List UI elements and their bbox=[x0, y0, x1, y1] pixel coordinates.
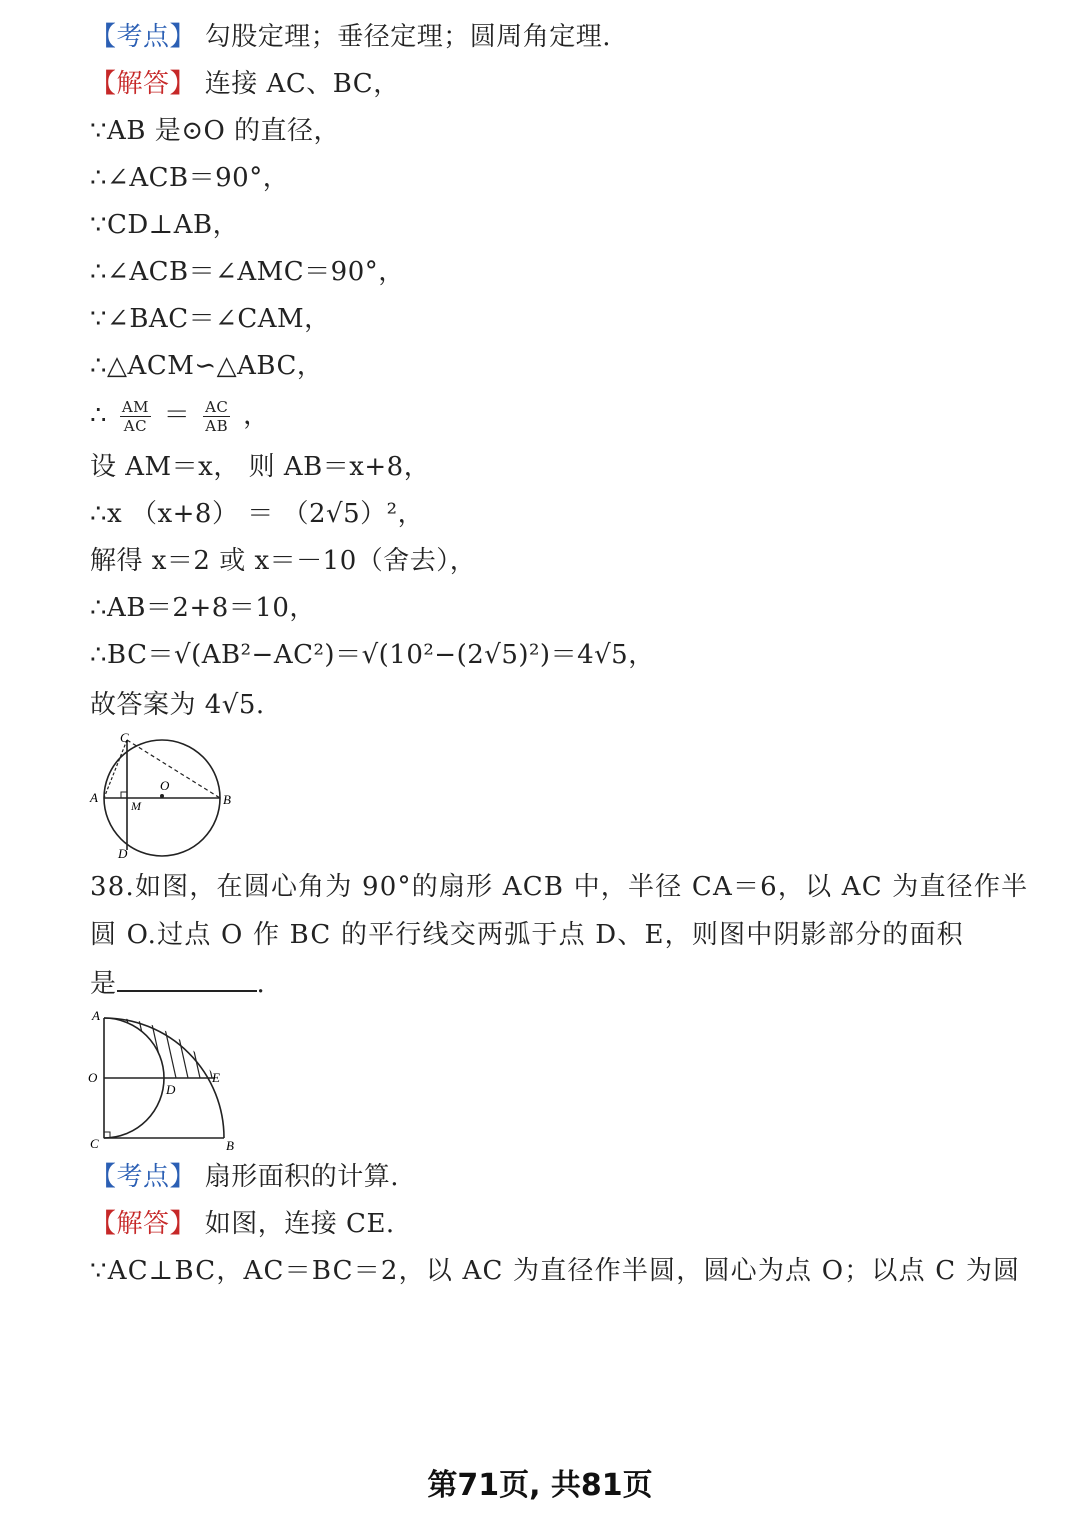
problem-38-suffix: . bbox=[256, 969, 266, 999]
equals-sign: ＝ bbox=[163, 400, 191, 431]
problem-38-line-1: 38.如图，在圆心角为 90°的扇形 ACB 中，半径 CA＝6，以 AC 为直径作半 bbox=[90, 872, 1029, 902]
jieda-line-1 bbox=[90, 67, 400, 101]
kaodian-line-1 bbox=[90, 20, 611, 54]
segment-ac bbox=[104, 740, 127, 798]
label-d: D bbox=[118, 846, 128, 861]
proof-line: 解得 x＝2 或 x＝－10（舍去）， bbox=[90, 546, 477, 576]
label-a: A bbox=[90, 790, 98, 805]
label-b: B bbox=[223, 792, 231, 807]
label-e: E bbox=[212, 1070, 220, 1085]
fraction-numerator: AC bbox=[205, 398, 229, 416]
problem-38-prefix: 是 bbox=[90, 969, 117, 999]
label-m: M bbox=[131, 799, 141, 813]
fraction-am-ac bbox=[120, 398, 151, 435]
proof-line: ∴△ACM∽△ABC， bbox=[90, 351, 324, 381]
proof-line: ∵AB 是⊙O 的直径， bbox=[90, 116, 341, 146]
fraction-denominator: AC bbox=[123, 417, 148, 435]
label-a: A bbox=[92, 1008, 100, 1023]
label-d: D bbox=[166, 1082, 176, 1097]
proof-line: ∴∠ACB＝∠AMC＝90°， bbox=[90, 257, 405, 287]
kaodian-text: 勾股定理；垂径定理；圆周角定理. bbox=[204, 22, 612, 52]
ratio-line bbox=[90, 398, 270, 435]
proof-line: 设 AM＝x， 则 AB＝x+8， bbox=[90, 452, 431, 482]
page-number: 第71页, 共81页 bbox=[427, 1468, 653, 1503]
label-b: B bbox=[226, 1138, 234, 1153]
fraction-denominator: AB bbox=[205, 417, 229, 435]
segment-bc bbox=[127, 740, 220, 798]
jieda-label: 【解答】 bbox=[90, 1209, 197, 1239]
answer-line: 故答案为 4√5. bbox=[90, 690, 265, 720]
fraction-numerator: AM bbox=[121, 398, 150, 416]
kaodian-label: 【考点】 bbox=[90, 1162, 197, 1192]
jieda-line-2 bbox=[90, 1207, 395, 1241]
proof-line: ∵AC⊥BC，AC＝BC＝2，以 AC 为直径作半圆，圆心为点 O；以点 C 为圆 bbox=[90, 1256, 1021, 1286]
circle-figure bbox=[82, 728, 242, 863]
proof-line: ∴AB＝2+8＝10， bbox=[90, 593, 316, 623]
label-o: O bbox=[88, 1070, 98, 1085]
comma: ， bbox=[243, 400, 270, 431]
proof-line: ∴∠ACB＝90°， bbox=[90, 163, 290, 193]
proof-line: ∵∠BAC＝∠CAM， bbox=[90, 304, 331, 334]
proof-line: ∴BC＝√(AB²−AC²)＝√(10²−(2√5)²)＝4√5， bbox=[90, 640, 655, 670]
center-point bbox=[160, 794, 164, 798]
label-c: C bbox=[120, 730, 129, 745]
kaodian-line-2 bbox=[90, 1160, 399, 1194]
problem-38-line-2: 圆 O.过点 O 作 BC 的平行线交两弧于点 D、E，则图中阴影部分的面积 bbox=[90, 920, 964, 950]
jieda-label: 【解答】 bbox=[90, 69, 197, 99]
kaodian-label: 【考点】 bbox=[90, 22, 197, 52]
label-o: O bbox=[160, 778, 170, 793]
jieda-text: 如图，连接 CE. bbox=[204, 1209, 395, 1239]
kaodian-text: 扇形面积的计算. bbox=[204, 1162, 400, 1192]
problem-38-line-3 bbox=[90, 966, 265, 1001]
sector-figure bbox=[84, 1006, 244, 1156]
right-angle-mark bbox=[121, 792, 127, 798]
proof-line: ∴x （x+8） ＝ （2√5）²， bbox=[90, 499, 425, 529]
jieda-text: 连接 AC、BC， bbox=[204, 69, 400, 99]
label-c: C bbox=[90, 1136, 99, 1151]
therefore-symbol: ∴ bbox=[90, 400, 108, 431]
proof-line: ∵CD⊥AB， bbox=[90, 210, 240, 240]
fraction-ac-ab bbox=[203, 398, 230, 435]
answer-blank[interactable] bbox=[117, 966, 257, 992]
